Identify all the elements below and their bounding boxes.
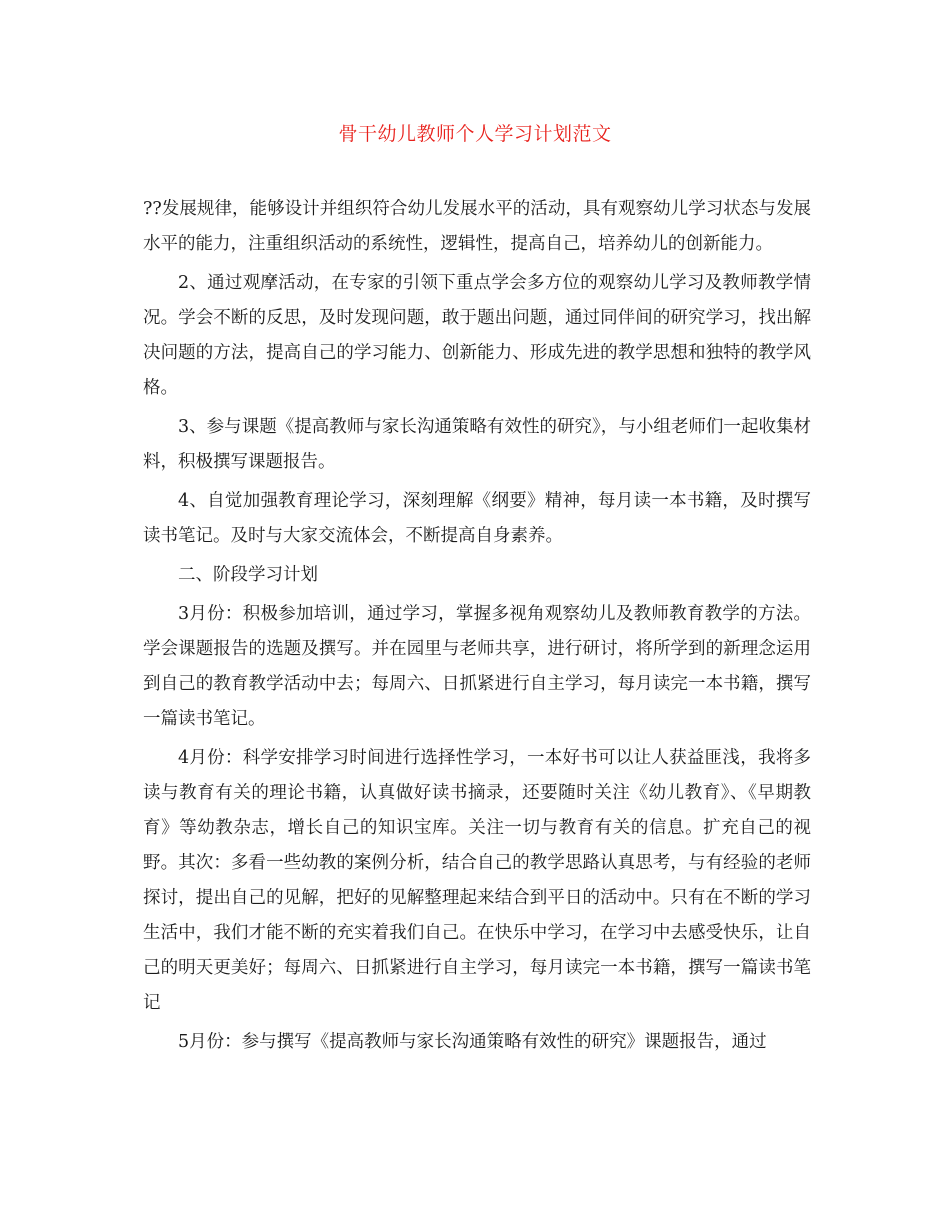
paragraph: ??发展规律，能够设计并组织符合幼儿发展水平的活动，具有观察幼儿学习状态与发展水平的能力，注重组织活动的系统性，逻辑性，提高自己，培养幼儿的创新能力。: [143, 199, 811, 254]
paragraph: 3月份：积极参加培训，通过学习，掌握多视角观察幼儿及教师教育教学的方法。学会课题报告的选题及撰写。并在园里与老师共享，进行研讨，将所学到的新理念运用到自己的教育教学活动中去；每周六、日抓紧进行自主学习，每月读完一本书籍，撰写一篇读书笔记。: [143, 604, 811, 729]
paragraph: 5月份：参与撰写《提高教师与家长沟通策略有效性的研究》课题报告，通过: [178, 1032, 767, 1052]
paragraph: 3、参与课题《提高教师与家长沟通策略有效性的研究》，与小组老师们一起收集材料，积极撰写课题报告。: [143, 417, 811, 472]
paragraph: 4、自觉加强教育理论学习，深刻理解《纲要》精神，每月读一本书籍，及时撰写读书笔记。及时与大家交流体会，不断提高自身素养。: [143, 491, 811, 546]
document-title: 骨干幼儿教师个人学习计划范文: [338, 123, 612, 145]
section-heading: 二、阶段学习计划: [178, 565, 318, 585]
paragraph: 2、通过观摩活动，在专家的引领下重点学会多方位的观察幼儿学习及教师教学情况。学会不断的反思，及时发现问题，敢于题出问题，通过同伴间的研究学习，找出解决问题的方法，提高自己的学习能力、创新能力、形成先进的教学思想和独特的教学风格。: [143, 273, 811, 398]
document-body: [143, 192, 811, 1064]
paragraph: 4月份：科学安排学习时间进行选择性学习，一本好书可以让人获益匪浅，我将多读与教育有关的理论书籍，认真做好读书摘录，还要随时关注《幼儿教育》、《早期教育》等幼教杂志，增长自己的知识宝库。关注一切与教育有关的信息。扩充自己的视野。其次：多看一些幼教的案例分析，结合自己的教学思路认真思考，与有经验的老师探讨，提出自己的见解，把好的见解整理起来结合到平日的活动中。只有在不断的学习生活中，我们才能不断的充实着我们自己。在快乐中学习，在学习中去感受快乐，让自己的明天更美好；每周六、日抓紧进行自主学习，每月读完一本书籍，撰写一篇读书笔记: [143, 748, 811, 1013]
